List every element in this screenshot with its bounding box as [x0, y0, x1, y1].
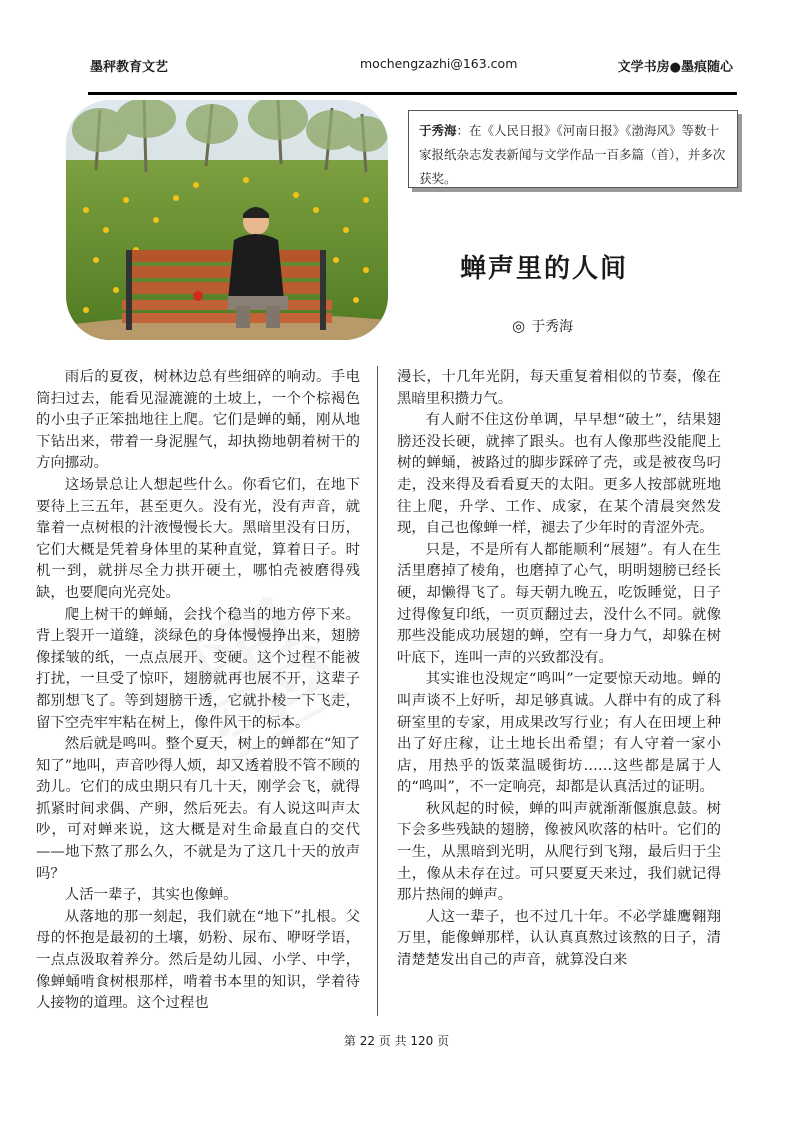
- article-title: 蝉声里的人间: [460, 254, 629, 284]
- author-bio-name: 于秀海: [419, 123, 457, 138]
- column-divider: [377, 366, 378, 1016]
- paragraph: 漫长，十几年光阴，每天重复着相似的节奏，像在黑暗里积攒力气。: [397, 369, 721, 407]
- author-bio-box: [408, 110, 738, 188]
- byline: [512, 316, 573, 336]
- header-publication-name: 墨秤教育文艺: [90, 60, 169, 75]
- paragraph: 只是，不是所有人都能顺利“展翅”。有人在生活里磨掉了棱角，也磨掉了心气，明明翅膀已经长硬，却懒得飞了。每天朝九晚五，吃饭睡觉，日子过得像复印纸，一页页翻过去，没什么不同。就像那些没能成功展翅的蝉，空有一身力气，却躲在树叶底下，连叫一声的兴致都没有。: [397, 541, 721, 666]
- byline-author: 于秀海: [531, 319, 574, 335]
- paragraph: 人活一辈子，其实也像蝉。: [64, 887, 238, 904]
- byline-mark-icon: ◎: [512, 317, 526, 335]
- article-column-right: [397, 367, 721, 972]
- paragraph: 这场景总让人想起些什么。你看它们，在地下要待上三五年，甚至更久。没有光，没有声音，就靠着一点树根的汁液慢慢长大。黑暗里没有日历，它们大概是凭着身体里的某种直觉，算着日子。时机一到，就拼尽全力拱开硬土，哪怕壳被磨得残缺，也要爬向光亮处。: [36, 476, 360, 601]
- paragraph: 其实谁也没规定“鸣叫”一定要惊天动地。蝉的叫声谈不上好听，却足够真诚。人群中有的成了科研室里的专家，用成果改写行业；有人在田埂上种出了好庄稼，让土地长出希望；有人守着一家小店，用热乎的饭菜温暖街坊……这些都是属于人的“鸣叫”，不一定响亮，却都是认真活过的证明。: [397, 671, 721, 796]
- paragraph: 有人耐不住这份单调，早早想“破土”，结果翅膀还没长硬，就摔了跟头。也有人像那些没能爬上树的蝉蛹，被路过的脚步踩碎了壳，或是被夜鸟叼走，没来得及看看夏天的太阳。更多人按部就班地往上爬，升学、工作、成家，在某个清晨突然发现，自己也像蝉一样，褪去了少年时的青涩外壳。: [397, 412, 721, 537]
- header-email[interactable]: mochengzazhi@163.com: [360, 56, 518, 71]
- page-number: 第 22 页 共 120 页: [343, 1034, 450, 1048]
- paragraph: 人这一辈子，也不过几十年。不必学雄鹰翱翔万里，能像蝉那样，认认真真熬过该熬的日子，清清楚楚发出自己的声音，就算没白来: [397, 908, 721, 969]
- paragraph: 爬上树干的蝉蛹，会找个稳当的地方停下来。背上裂开一道缝，淡绿色的身体慢慢挣出来，翅膀像揉皱的纸，一点点展开、变硬。这个过程不能被打扰，一旦受了惊吓，翅膀就再也展不开，这辈子都别想飞了。等到翅膀干透，它就扑棱一下飞走，留下空壳牢牢粘在树上，像件风干的标本。: [36, 606, 360, 731]
- header-section-name: 文学书房●墨痕随心: [617, 60, 733, 75]
- author-photo: [66, 100, 388, 340]
- paragraph: 雨后的夏夜，树林边总有些细碎的响动。手电筒扫过去，能看见湿漉漉的土坡上，一个个棕褐色的小虫子正笨拙地往上爬。它们是蝉的蛹，刚从地下钻出来，带着一身泥腥气，却执拗地朝着树干的方向挪动。: [36, 369, 360, 472]
- paragraph: 秋风起的时候，蝉的叫声就渐渐偃旗息鼓。树下会多些残缺的翅膀，像被风吹落的枯叶。它们的一生，从黑暗到光明，从爬行到飞翔，最后归于尘土，像从未存在过。可只要夏天来过，我们就记得那片热闹的蝉声。: [397, 800, 721, 904]
- header-rule: [88, 92, 737, 95]
- author-bio-text: ：在《人民日报》《河南日报》《渤海风》等数十家报纸杂志发表新闻与文学作品一百多篇（首），并多次获奖。: [419, 123, 726, 186]
- paragraph: 然后就是鸣叫。整个夏天，树上的蝉都在“知了知了”地叫，声音吵得人烦，却又透着股不管不顾的劲儿。它们的成虫期只有几十天，刚学会飞，就得抓紧时间求偶、产卵，然后死去。有人说这叫声太吵，可对蝉来说，这大概是对生命最直白的交代——地下熬了那么久，不就是为了这几十天的放声吗？: [36, 736, 360, 882]
- article-column-left: [36, 367, 360, 1015]
- paragraph: 从落地的那一刻起，我们就在“地下”扎根。父母的怀抱是最初的土壤，奶粉、尿布、咿呀学语，一点点汲取着养分。然后是幼儿园、小学、中学，像蝉蛹啃食树根那样，啃着书本里的知识，学着待人接物的道理。这个过程也: [36, 908, 360, 1012]
